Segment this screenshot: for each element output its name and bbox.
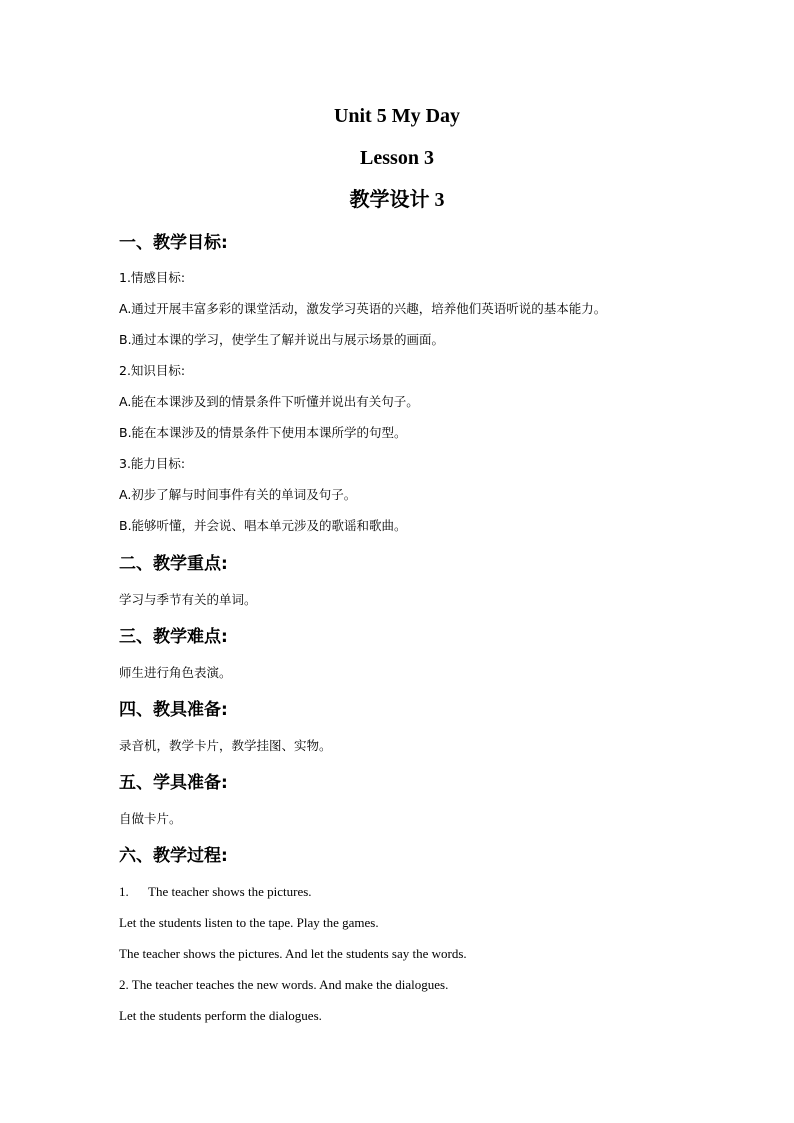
emotion-goal-b: B.通过本课的学习，使学生了解并说出与展示场景的画面。 [119,332,445,347]
process-line-4: 2. The teacher teaches the new words. And make the dialogues. [119,977,449,992]
difficulties-text: 师生进行角色表演。 [119,665,232,680]
process-heading: 六、教学过程: [119,846,228,866]
emotion-goal-label: 1.情感目标: [119,270,186,285]
key-points-text: 学习与季节有关的单词。 [119,592,257,607]
process-line-3: The teacher shows the pictures. And let the students say the words. [119,946,467,961]
knowledge-goal-a: A.能在本课涉及到的情景条件下听懂并说出有关句子。 [119,394,419,409]
process-step-1-text: The teacher shows the pictures. [148,884,312,899]
emotion-goal-a: A.通过开展丰富多彩的课堂活动，激发学习英语的兴趣，培养他们英语听说的基本能力。 [119,301,607,316]
process-step-1-number: 1. [119,884,129,899]
ability-goal-b: B.能够听懂，并会说、唱本单元涉及的歌谣和歌曲。 [119,518,407,533]
teaching-aids-heading: 四、教具准备: [119,700,228,720]
process-step-1 [119,883,312,901]
learning-aids-text: 自做卡片。 [119,811,182,826]
design-title: 教学设计 3 [349,189,445,211]
key-points-heading: 二、教学重点: [119,554,228,574]
unit-title: Unit 5 My Day [333,105,461,127]
ability-goal-a: A.初步了解与时间事件有关的单词及句子。 [119,487,357,502]
difficulties-heading: 三、教学难点: [119,627,228,647]
lesson-title: Lesson 3 [360,147,434,169]
goals-heading: 一、教学目标: [119,233,228,253]
learning-aids-heading: 五、学具准备: [119,773,228,793]
knowledge-goal-label: 2.知识目标: [119,363,186,378]
teaching-aids-text: 录音机，教学卡片，教学挂图、实物。 [119,738,332,753]
ability-goal-label: 3.能力目标: [119,456,186,471]
knowledge-goal-b: B.能在本课涉及的情景条件下使用本课所学的句型。 [119,425,407,440]
process-line-2: Let the students listen to the tape. Play the games. [119,915,379,930]
process-line-5: Let the students perform the dialogues. [119,1008,322,1023]
